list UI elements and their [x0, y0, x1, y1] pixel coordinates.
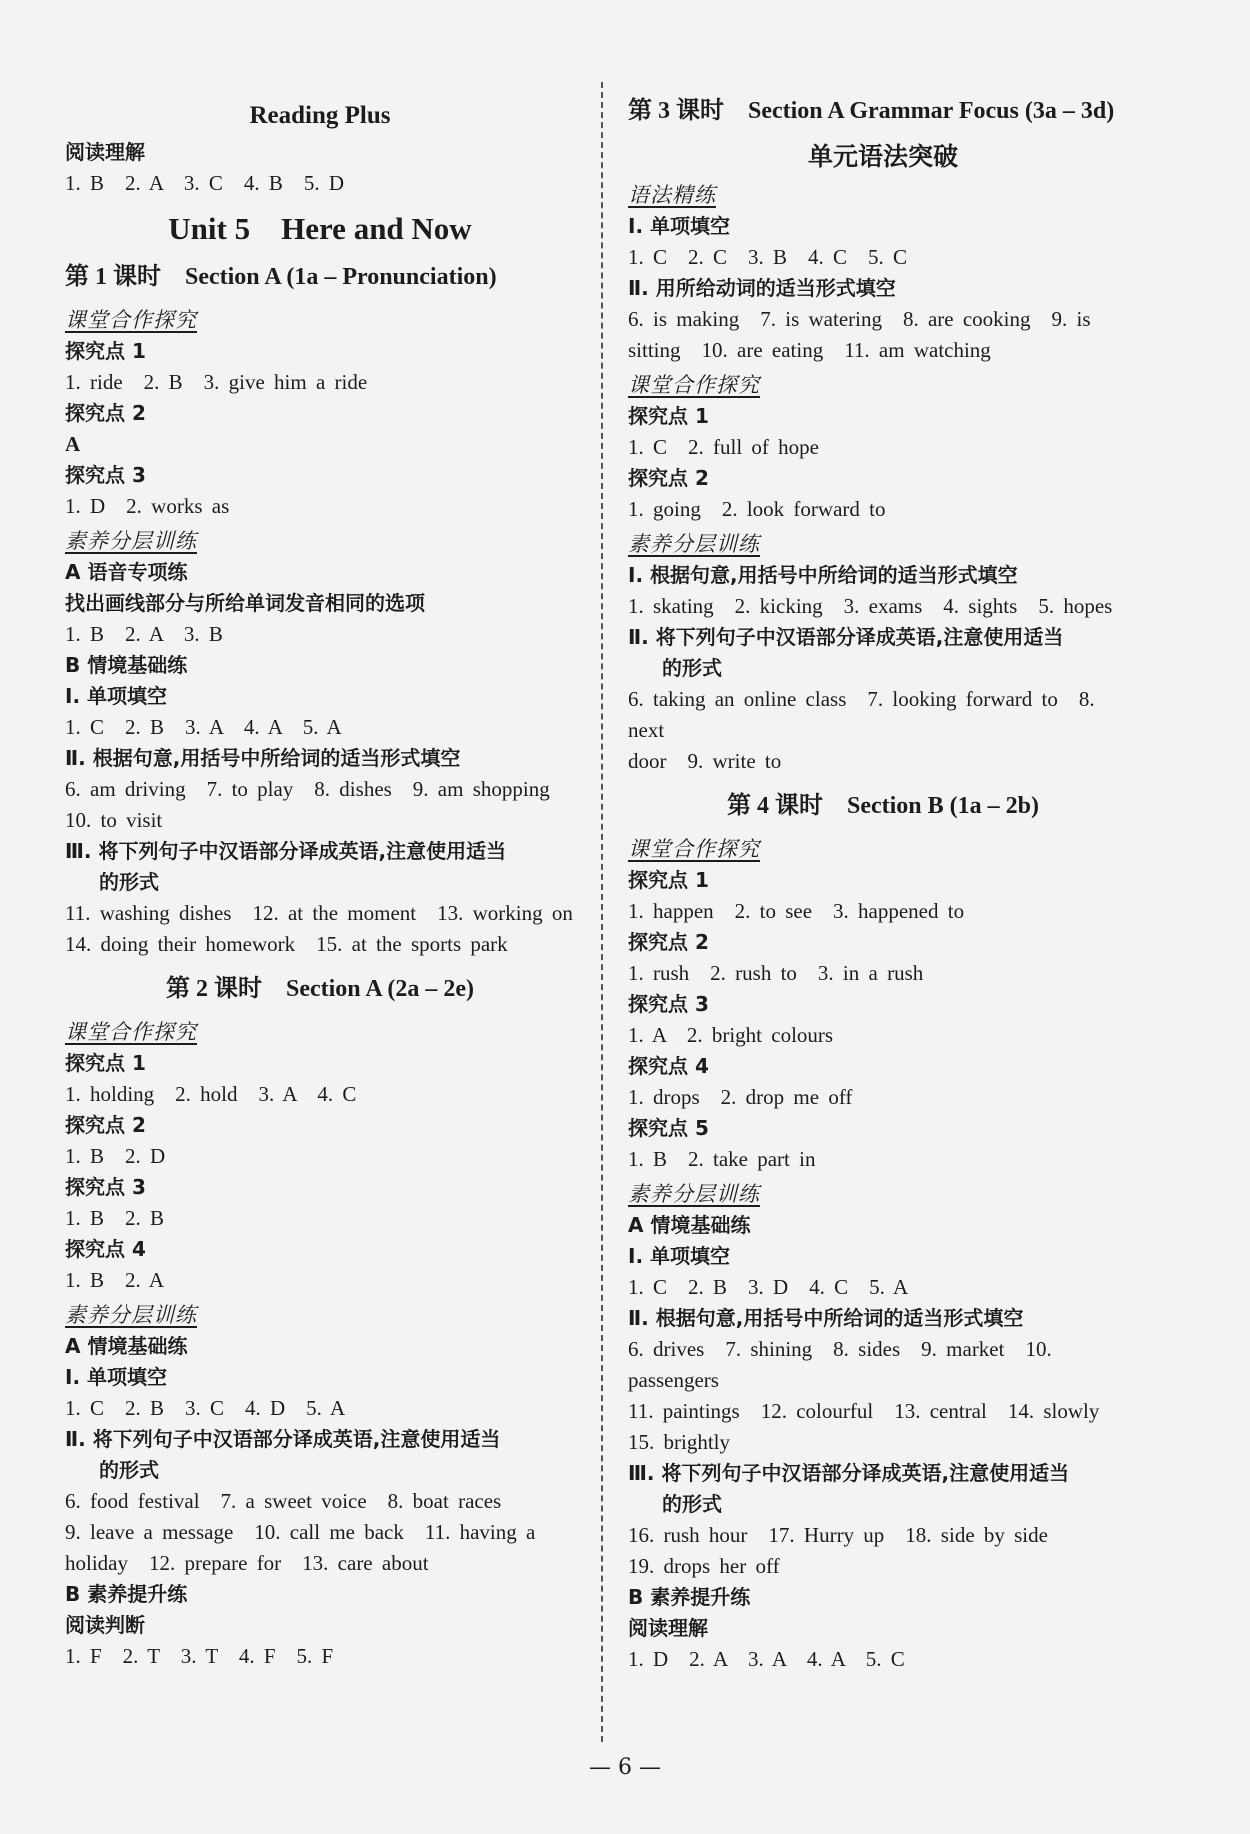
answer-line: 1. B 2. A: [65, 1268, 165, 1292]
answer-line: 1. holding 2. hold 3. A 4. C: [65, 1082, 357, 1106]
answer-line: 1. F 2. T 3. T 4. F 5. F: [65, 1644, 334, 1668]
answer-line: 1. C 2. full of hope: [628, 435, 819, 459]
column-divider: [601, 82, 603, 1742]
point-label: 探究点 4: [628, 1054, 709, 1078]
answer-line: 1. C 2. B 3. C 4. D 5. A: [65, 1396, 346, 1420]
point-label: 探究点 2: [65, 1113, 146, 1137]
subsection-label: A 情境基础练: [628, 1213, 751, 1237]
instruction: Ⅰ. 单项填空: [65, 1365, 168, 1389]
section-heading: 课堂合作探究: [628, 373, 760, 397]
answer-line: 11. paintings 12. colourful 13. central 14. slowly: [628, 1399, 1100, 1423]
lesson-2-title: 第 2 课时 Section A (2a – 2e): [166, 976, 474, 1002]
answer-line: 1. B 2. A 3. B: [65, 622, 223, 646]
answer-line: 11. washing dishes 12. at the moment 13. working on: [65, 901, 573, 925]
answer-line: 15. brightly: [628, 1430, 730, 1454]
point-label: 探究点 1: [628, 404, 709, 428]
answer-line: 1. happen 2. to see 3. happened to: [628, 899, 965, 923]
instruction: Ⅱ. 根据句意,用括号中所给词的适当形式填空: [628, 1306, 1024, 1330]
answer-line: 6. is making 7. is watering 8. are cooking 9. is: [628, 307, 1091, 331]
answer-line: 14. doing their homework 15. at the sports park: [65, 932, 508, 956]
section-heading: 素养分层训练: [65, 529, 197, 553]
answer-line: 1. D 2. A 3. A 4. A 5. C: [628, 1647, 905, 1671]
answer-line: 1. B 2. B: [65, 1206, 165, 1230]
subsection-label: A 语音专项练: [65, 560, 188, 584]
answer-line: 19. drops her off: [628, 1554, 780, 1578]
instruction: 的形式: [662, 1492, 722, 1516]
section-heading: 课堂合作探究: [65, 1020, 197, 1044]
section-heading: 素养分层训练: [628, 1182, 760, 1206]
instruction: Ⅰ. 单项填空: [628, 214, 731, 238]
instruction: Ⅰ. 单项填空: [628, 1244, 731, 1268]
point-label: 探究点 2: [65, 401, 146, 425]
instruction: 阅读理解: [628, 1616, 708, 1640]
instruction: 找出画线部分与所给单词发音相同的选项: [65, 591, 425, 615]
point-label: 探究点 2: [628, 466, 709, 490]
instruction: Ⅲ. 将下列句子中汉语部分译成英语,注意使用适当: [65, 839, 507, 863]
answer-line: 6. food festival 7. a sweet voice 8. boat races: [65, 1489, 502, 1513]
answer-line: 1. rush 2. rush to 3. in a rush: [628, 961, 924, 985]
reading-answers: 1. B 2. A 3. C 4. B 5. D: [65, 171, 345, 195]
instruction: Ⅰ. 单项填空: [65, 684, 168, 708]
point-label: 探究点 5: [628, 1116, 709, 1140]
right-column: [628, 90, 1138, 1675]
point-label: 探究点 1: [628, 868, 709, 892]
instruction: Ⅰ. 根据句意,用括号中所给词的适当形式填空: [628, 563, 1018, 587]
lesson-4-title: 第 4 课时 Section B (1a – 2b): [727, 793, 1039, 819]
lesson-3-title: 第 3 课时 Section A Grammar Focus (3a – 3d): [628, 98, 1115, 124]
section-heading: 语法精练: [628, 183, 716, 207]
answer-line: 9. leave a message 10. call me back 11. having a: [65, 1520, 536, 1544]
subsection-label: B 素养提升练: [628, 1585, 751, 1609]
instruction: Ⅱ. 用所给动词的适当形式填空: [628, 276, 896, 300]
answer-line: 1. C 2. B 3. A 4. A 5. A: [65, 715, 342, 739]
answer-line: 16. rush hour 17. Hurry up 18. side by side: [628, 1523, 1048, 1547]
instruction: 阅读判断: [65, 1613, 145, 1637]
instruction: Ⅱ. 根据句意,用括号中所给词的适当形式填空: [65, 746, 461, 770]
answer-line: holiday 12. prepare for 13. care about: [65, 1551, 429, 1575]
answer-line: 1. skating 2. kicking 3. exams 4. sights 5. hopes: [628, 594, 1113, 618]
answer-line: sitting 10. are eating 11. am watching: [628, 338, 991, 362]
answer-line: 1. A 2. bright colours: [628, 1023, 834, 1047]
answer-line: 6. taking an online class 7. looking forward to 8. next: [628, 687, 1095, 742]
answer-line: 6. drives 7. shining 8. sides 9. market 10. passengers: [628, 1337, 1052, 1392]
left-column: [65, 90, 575, 1672]
point-label: 探究点 1: [65, 1051, 146, 1075]
page-number: — 6 —: [589, 1755, 661, 1780]
section-heading: 素养分层训练: [628, 532, 760, 556]
answer-line: 10. to visit: [65, 808, 163, 832]
answer-line: A: [65, 432, 81, 456]
instruction: 的形式: [99, 870, 159, 894]
instruction: Ⅲ. 将下列句子中汉语部分译成英语,注意使用适当: [628, 1461, 1070, 1485]
answer-line: 1. going 2. look forward to: [628, 497, 886, 521]
point-label: 探究点 4: [65, 1237, 146, 1261]
section-heading: 课堂合作探究: [65, 308, 197, 332]
answer-line: 1. C 2. C 3. B 4. C 5. C: [628, 245, 908, 269]
instruction: Ⅱ. 将下列句子中汉语部分译成英语,注意使用适当: [628, 625, 1064, 649]
point-label: 探究点 2: [628, 930, 709, 954]
unit-title: Unit 5 Here and Now: [168, 211, 472, 246]
answer-line: 1. drops 2. drop me off: [628, 1085, 853, 1109]
section-heading: 课堂合作探究: [628, 837, 760, 861]
answer-line: 1. C 2. B 3. D 4. C 5. A: [628, 1275, 909, 1299]
reading-plus-title: Reading Plus: [249, 102, 391, 129]
point-label: 探究点 3: [65, 1175, 146, 1199]
instruction: 的形式: [662, 656, 722, 680]
section-heading: 素养分层训练: [65, 1303, 197, 1327]
grammar-title: 单元语法突破: [807, 142, 958, 171]
answer-line: 1. B 2. take part in: [628, 1147, 816, 1171]
reading-label: 阅读理解: [65, 140, 145, 164]
point-label: 探究点 3: [628, 992, 709, 1016]
subsection-label: A 情境基础练: [65, 1334, 188, 1358]
instruction: 的形式: [99, 1458, 159, 1482]
point-label: 探究点 1: [65, 339, 146, 363]
answer-line: 1. D 2. works as: [65, 494, 230, 518]
instruction: Ⅱ. 将下列句子中汉语部分译成英语,注意使用适当: [65, 1427, 501, 1451]
answer-line: 6. am driving 7. to play 8. dishes 9. am shopping: [65, 777, 550, 801]
point-label: 探究点 3: [65, 463, 146, 487]
answer-line: 1. B 2. D: [65, 1144, 166, 1168]
subsection-label: B 素养提升练: [65, 1582, 188, 1606]
answer-line: 1. ride 2. B 3. give him a ride: [65, 370, 368, 394]
answer-line: door 9. write to: [628, 749, 782, 773]
subsection-label: B 情境基础练: [65, 653, 188, 677]
lesson-1-title: 第 1 课时 Section A (1a – Pronunciation): [65, 264, 497, 290]
